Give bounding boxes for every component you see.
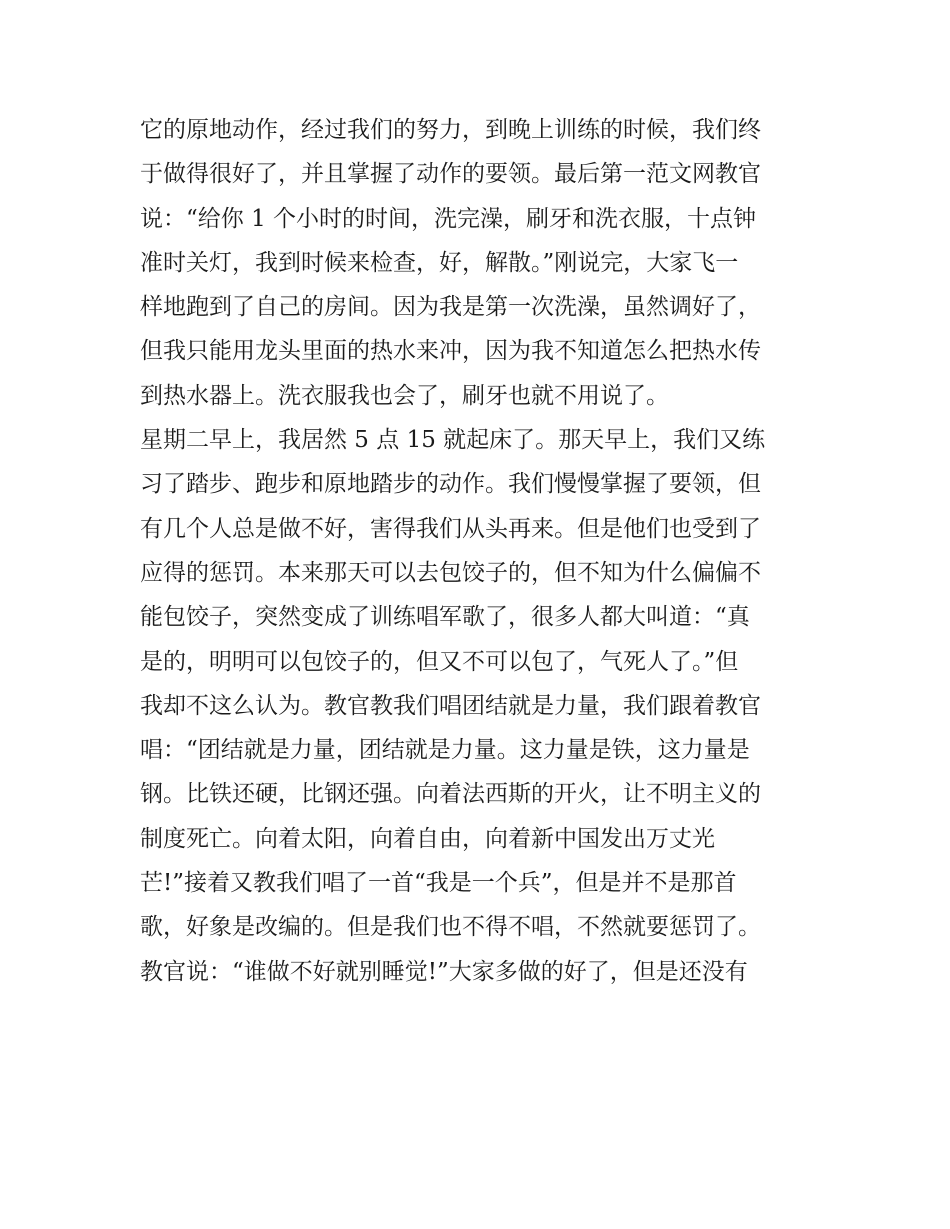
- text-line: 样地跑到了自己的房间。因为我是第一次洗澡，虽然调好了，: [140, 294, 761, 321]
- text-line: 应得的惩罚。本来那天可以去包饺子的，但不知为什么偏偏不: [140, 559, 761, 586]
- text-line: 到热水器上。洗衣服我也会了，刷牙也就不用说了。: [140, 382, 669, 409]
- text-line: 教官说：“谁做不好就别睡觉!”大家多做的好了，但是还没有: [140, 958, 748, 985]
- text-line: 习了踏步、跑步和原地踏步的动作。我们慢慢掌握了要领，但: [140, 471, 761, 498]
- text-line: 是的，明明可以包饺子的，但又不可以包了，气死人了。”但: [140, 648, 739, 675]
- text-line: 说：“给你 1 个小时的时间，洗完澡，刷牙和洗衣服，十点钟: [140, 205, 757, 232]
- text-line: 制度死亡。向着太阳，向着自由，向着新中国发出万丈光: [140, 825, 715, 852]
- text-line: 但我只能用龙头里面的热水来冲，因为我不知道怎么把热水传: [140, 338, 761, 365]
- text-line: 芒!”接着又教我们唱了一首“我是一个兵”，但是并不是那首: [140, 870, 737, 897]
- document-body-text: [140, 108, 820, 994]
- text-line: 唱：“团结就是力量，团结就是力量。这力量是铁，这力量是: [140, 737, 750, 764]
- text-line: 于做得很好了，并且掌握了动作的要领。最后第一范文网教官: [140, 161, 761, 188]
- text-line: 它的原地动作，经过我们的努力，到晚上训练的时候，我们终: [140, 117, 761, 143]
- text-line: 钢。比铁还硬，比钢还强。向着法西斯的开火，让不明主义的: [140, 781, 761, 808]
- text-line: 能包饺子，突然变成了训练唱军歌了，很多人都大叫道：“真: [140, 604, 750, 631]
- text-line: 歌，好象是改编的。但是我们也不得不唱，不然就要惩罚了。: [140, 914, 761, 941]
- text-line: 我却不这么认为。教官教我们唱团结就是力量，我们跟着教官: [140, 692, 761, 719]
- text-line: 星期二早上，我居然 5 点 15 就起床了。那天早上，我们又练: [140, 427, 766, 454]
- text-line: 有几个人总是做不好，害得我们从头再来。但是他们也受到了: [140, 515, 761, 542]
- text-line: 准时关灯，我到时候来检查，好，解散。”刚说完，大家飞一: [140, 249, 739, 276]
